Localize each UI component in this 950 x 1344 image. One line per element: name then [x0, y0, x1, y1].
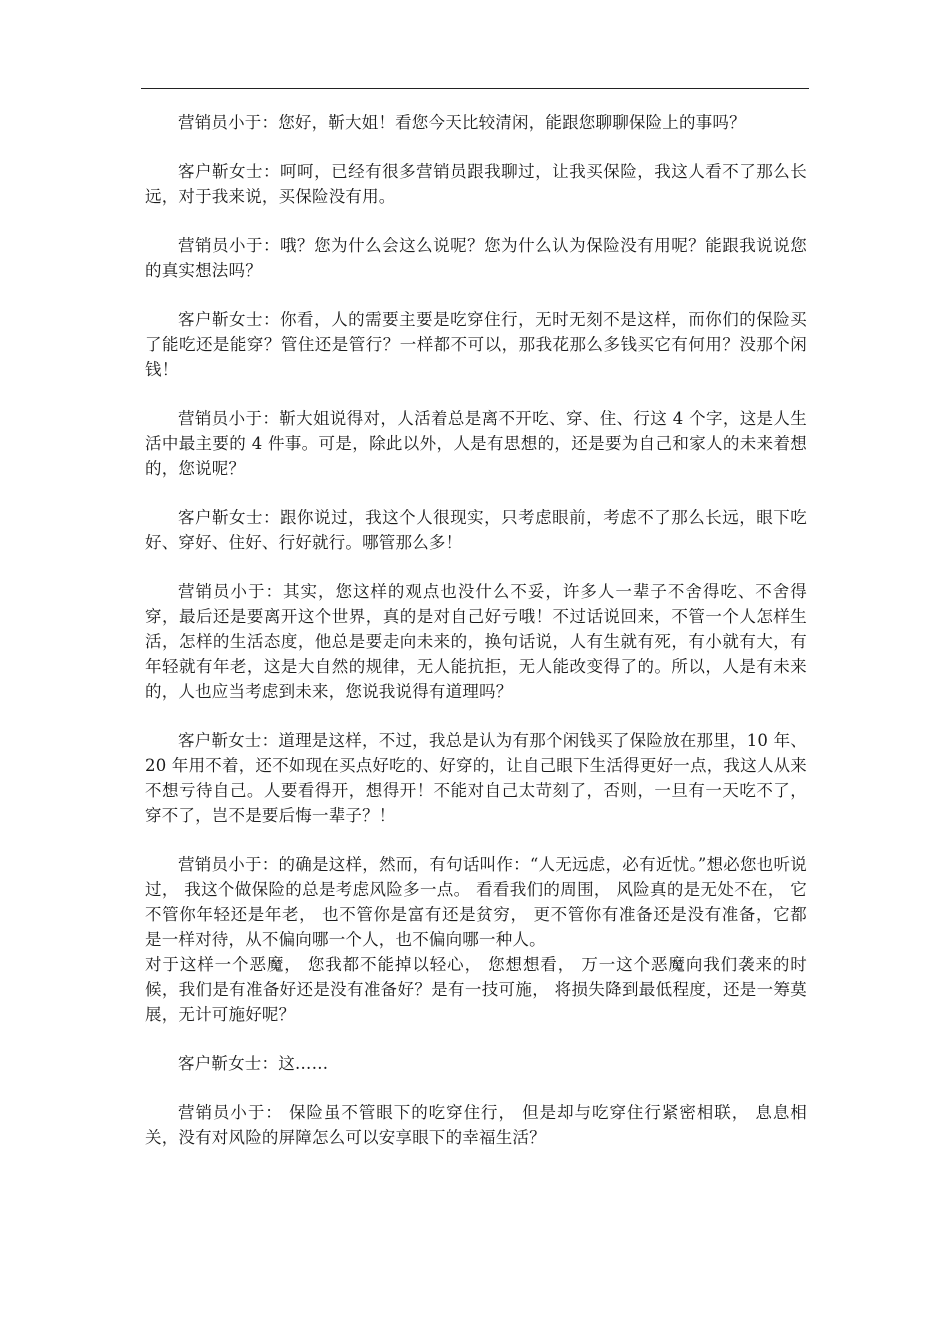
dialogue-line: 营销员小于：您好，靳大姐！看您今天比较清闲，能跟您聊聊保险上的事吗？: [178, 113, 746, 132]
dialogue-line: 营销员小于：的确是这样，然而，有句话叫作：“人无远虑，必有近忧。”想必您也听说过， 我这个做保险的总是考虑风险多一点。 看看我们的周围， 风险真的是无处不在， 它不管你年轻还是年老， 也不管你是富有还是贫穷， 更不管你有准备还是没有准备，它都是一样对待，从不偏向哪一个人，也不偏向哪一种人。: [145, 855, 807, 949]
dialogue-paragraph-11: [145, 1100, 807, 1150]
dialogue-paragraph-2: [145, 159, 807, 209]
dialogue-paragraph-8: [145, 728, 807, 828]
dialogue-line: 对于这样一个恶魔， 您我都不能掉以轻心， 您想想看， 万一这个恶魔向我们袭来的时候，我们是有准备好还是没有准备好？是有一技可施， 将损失降到最低程度，还是一筹莫展，无计可施好呢？: [145, 955, 807, 1024]
dialogue-line: 营销员小于：其实，您这样的观点也没什么不妥，许多人一辈子不舍得吃、不舍得穿，最后还是要离开这个世界，真的是对自己好亏哦！不过话说回来，不管一个人怎样生活，怎样的生活态度，他总是要走向未来的，换句话说，人有生就有死，有小就有大，有年轻就有年老，这是大自然的规律，无人能抗拒，无人能改变得了的。所以，人是有未来的，人也应当考虑到未来，您说我说得有道理吗？: [145, 582, 807, 701]
dialogue-paragraph-9: [145, 852, 807, 1027]
dialogue-paragraph-3: [145, 233, 807, 283]
dialogue-line: 营销员小于：哦？您为什么会这么说呢？您为什么认为保险没有用呢？能跟我说说您的真实想法吗？: [145, 236, 807, 280]
dialogue-line: 客户靳女士：道理是这样，不过，我总是认为有那个闲钱买了保险放在那里，10 年、20 年用不着，还不如现在买点好吃的、好穿的，让自己眼下生活得更好一点，我这人从来不想亏待自己。人要看得开，想得开！不能对自己太苛刻了，否则，一旦有一天吃不了，穿不了，岂不是要后悔一辈子？！: [145, 731, 807, 825]
dialogue-paragraph-5: [145, 406, 807, 481]
dialogue-paragraph-7: [145, 579, 807, 704]
dialogue-paragraph-4: [145, 307, 807, 382]
dialogue-line: 客户靳女士：你看，人的需要主要是吃穿住行，无时无刻不是这样，而你们的保险买了能吃还是能穿？管住还是管行？一样都不可以，那我花那么多钱买它有何用？没那个闲钱！: [145, 310, 807, 379]
dialogue-line: 营销员小于：靳大姐说得对，人活着总是离不开吃、穿、住、行这 4 个字，这是人生活中最主要的 4 件事。可是，除此以外，人是有思想的，还是要为自己和家人的未来着想的，您说呢？: [145, 409, 807, 478]
dialogue-paragraph-10: [145, 1051, 807, 1076]
dialogue-line: 营销员小于： 保险虽不管眼下的吃穿住行， 但是却与吃穿住行紧密相联， 息息相关，没有对风险的屏障怎么可以安享眼下的幸福生活？: [145, 1103, 807, 1147]
dialogue-body: [145, 110, 807, 1174]
dialogue-paragraph-1: [145, 110, 807, 135]
dialogue-line: 客户靳女士：跟你说过，我这个人很现实，只考虑眼前，考虑不了那么长远，眼下吃好、穿好、住好、行好就行。哪管那么多！: [145, 508, 807, 552]
header-rule: [141, 88, 809, 89]
dialogue-line: 客户靳女士：这……: [178, 1054, 329, 1073]
dialogue-line: 客户靳女士：呵呵，已经有很多营销员跟我聊过，让我买保险，我这人看不了那么长远，对于我来说，买保险没有用。: [145, 162, 807, 206]
dialogue-paragraph-6: [145, 505, 807, 555]
